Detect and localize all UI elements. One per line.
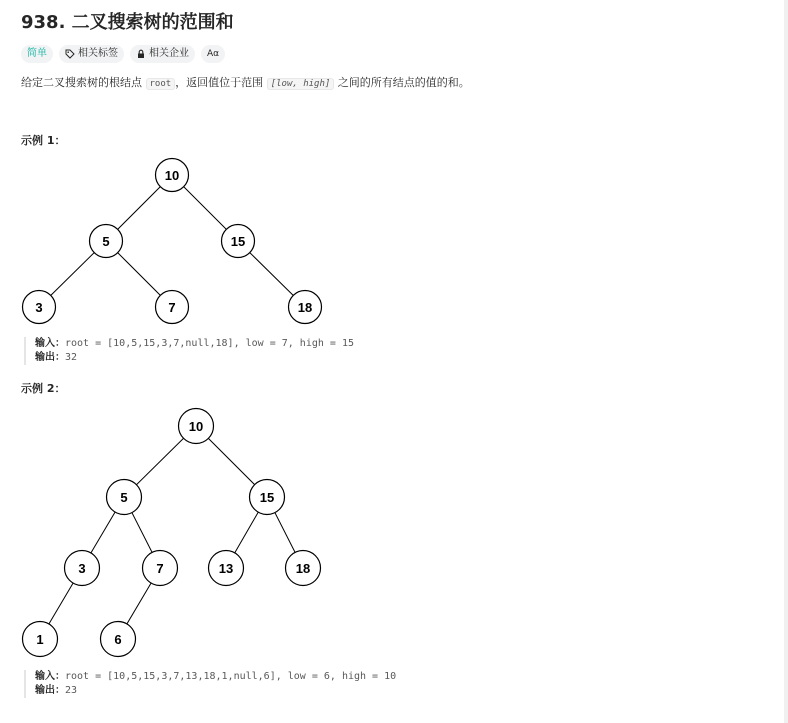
tree-node: [90, 225, 123, 258]
output-label: 输出：: [35, 352, 65, 363]
font-size-button[interactable]: [201, 45, 225, 63]
node-value: 10: [188, 419, 204, 434]
output-label: 输出：: [35, 685, 65, 696]
node-value: 3: [35, 300, 43, 315]
tree-node: [289, 291, 322, 324]
example1-output-line: [35, 351, 354, 365]
lock-icon: [136, 49, 146, 59]
output-value: 32: [65, 352, 78, 363]
related-companies-label: 相关企业: [149, 48, 189, 59]
node-value: 1: [36, 632, 44, 647]
input-value: root = [10,5,15,3,7,null,18], low = 7, high = 15: [65, 338, 354, 349]
example2-output-line: [35, 684, 396, 698]
difficulty-badge[interactable]: [21, 45, 53, 63]
desc-text-3: 之间的所有结点的值的和。: [334, 76, 470, 89]
tree-node: [286, 551, 321, 586]
tree-node: [23, 291, 56, 324]
tag-icon: [65, 49, 75, 59]
tree-node: [107, 480, 142, 515]
input-value: root = [10,5,15,3,7,13,18,1,null,6], low = 6, high = 10: [65, 671, 397, 682]
node-value: 13: [218, 561, 234, 576]
node-value: 18: [297, 300, 313, 315]
tree-node: [156, 291, 189, 324]
example1-io: [24, 337, 354, 365]
node-value: 5: [120, 490, 128, 505]
example2-tree-diagram: [0, 400, 360, 665]
problem-title: 938. 二叉搜索树的范围和: [21, 12, 234, 33]
desc-code-range: [low, high]: [267, 78, 335, 90]
node-value: 6: [114, 632, 122, 647]
tree-node: [156, 159, 189, 192]
example1-tree-diagram: [0, 150, 360, 330]
font-icon: Aα: [207, 49, 220, 59]
panel-border: [784, 0, 788, 723]
desc-text-2: ，返回值位于范围: [175, 76, 267, 89]
node-value: 15: [259, 490, 275, 505]
example2-title: 示例 2：: [21, 382, 66, 395]
tree-node: [101, 622, 136, 657]
node-value: 7: [156, 561, 164, 576]
node-value: 3: [78, 561, 86, 576]
tag-bar: [21, 45, 225, 63]
node-value: 5: [102, 234, 110, 249]
tree-node: [65, 551, 100, 586]
example2-io: [24, 670, 396, 698]
tree-node: [209, 551, 244, 586]
tree-node: [23, 622, 58, 657]
tree-node: [143, 551, 178, 586]
node-value: 18: [295, 561, 311, 576]
node-value: 15: [230, 234, 246, 249]
difficulty-label: 简单: [27, 48, 47, 59]
input-label: 输入：: [35, 338, 65, 349]
desc-text-1: 给定二叉搜索树的根结点: [21, 76, 146, 89]
input-label: 输入：: [35, 671, 65, 682]
tree-node: [250, 480, 285, 515]
node-value: 10: [164, 168, 180, 183]
related-tags-button[interactable]: [59, 45, 124, 63]
desc-code-root: root: [146, 78, 176, 90]
related-companies-button[interactable]: [130, 45, 195, 63]
node-value: 7: [168, 300, 176, 315]
example1-input-line: [35, 337, 354, 351]
tree-node: [222, 225, 255, 258]
example1-title: 示例 1：: [21, 134, 66, 147]
example2-input-line: [35, 670, 396, 684]
tree-node: [179, 409, 214, 444]
problem-description: [21, 75, 470, 92]
related-tags-label: 相关标签: [78, 48, 118, 59]
output-value: 23: [65, 685, 78, 696]
